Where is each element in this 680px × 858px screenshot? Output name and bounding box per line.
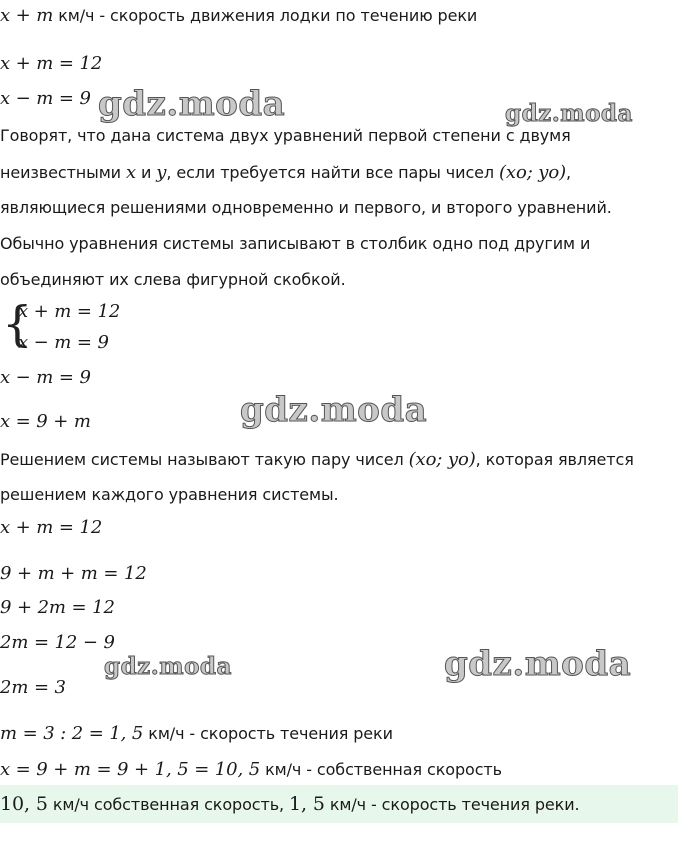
answer-text: 10, 5 км/ч собственная скорость, 1, 5 км/ч - скорость течения реки. xyxy=(0,793,580,815)
watermark-logo: gdz.moda xyxy=(104,653,232,680)
answer-box xyxy=(0,785,678,823)
equation-difference: x − m = 9 xyxy=(0,88,91,109)
math-expression: x = 9 + m = 9 + 1, 5 = 10, 5 xyxy=(0,759,261,780)
text: км/ч - скорость течения реки xyxy=(143,724,393,743)
answer-value-current-speed: 1, 5 xyxy=(289,793,325,815)
line-speed-downstream xyxy=(0,5,477,26)
text: км/ч - собственная скорость xyxy=(260,760,502,779)
paragraph-system-line-2: объединяют их слева фигурной скобкой. xyxy=(0,270,346,289)
equation-x-expressed: x = 9 + m xyxy=(0,411,91,432)
equation-difference-repeat: x − m = 9 xyxy=(0,367,91,388)
system-equation-2: x − m = 9 xyxy=(18,332,109,353)
equation-sum-repeat: x + m = 12 xyxy=(0,517,103,538)
watermark-logo: gdz.moda xyxy=(240,390,428,430)
paragraph-definition-line-1: Говорят, что дана система двух уравнений первой степени с двумя xyxy=(0,126,571,145)
math-expression: x + m xyxy=(0,5,54,26)
answer-value-own-speed: 10, 5 xyxy=(0,793,48,815)
system-equation-1: x + m = 12 xyxy=(18,301,121,322)
math-expression: m = 3 : 2 = 1, 5 xyxy=(0,723,144,744)
equation-two-m: 2m = 3 xyxy=(0,677,66,698)
paragraph-solution-line-1: Решением системы называют такую пару чисел (xo; yo), которая является xyxy=(0,449,634,470)
paragraph-definition-line-3: являющиеся решениями одновременно и первого, и второго уравнений. xyxy=(0,198,612,217)
watermark-logo: gdz.moda xyxy=(98,84,286,124)
paragraph-definition-line-2: неизвестными x и y, если требуется найти все пары чисел (xo; yo), xyxy=(0,162,572,183)
paragraph-solution-line-2: решением каждого уравнения системы. xyxy=(0,485,339,504)
paragraph-system-line-1: Обычно уравнения системы записывают в столбик одно под другим и xyxy=(0,234,591,253)
text: км/ч - скорость движения лодки по течению реки xyxy=(53,6,478,25)
line-current-speed xyxy=(0,723,393,744)
equation-substitution: 9 + m + m = 12 xyxy=(0,563,147,584)
equation-isolated: 2m = 12 − 9 xyxy=(0,632,115,653)
curly-brace: { xyxy=(2,296,33,352)
equation-simplified: 9 + 2m = 12 xyxy=(0,597,115,618)
watermark-logo: gdz.moda xyxy=(444,644,632,684)
line-own-speed xyxy=(0,759,502,780)
equation-sum: x + m = 12 xyxy=(0,53,103,74)
watermark-logo: gdz.moda xyxy=(505,100,633,127)
